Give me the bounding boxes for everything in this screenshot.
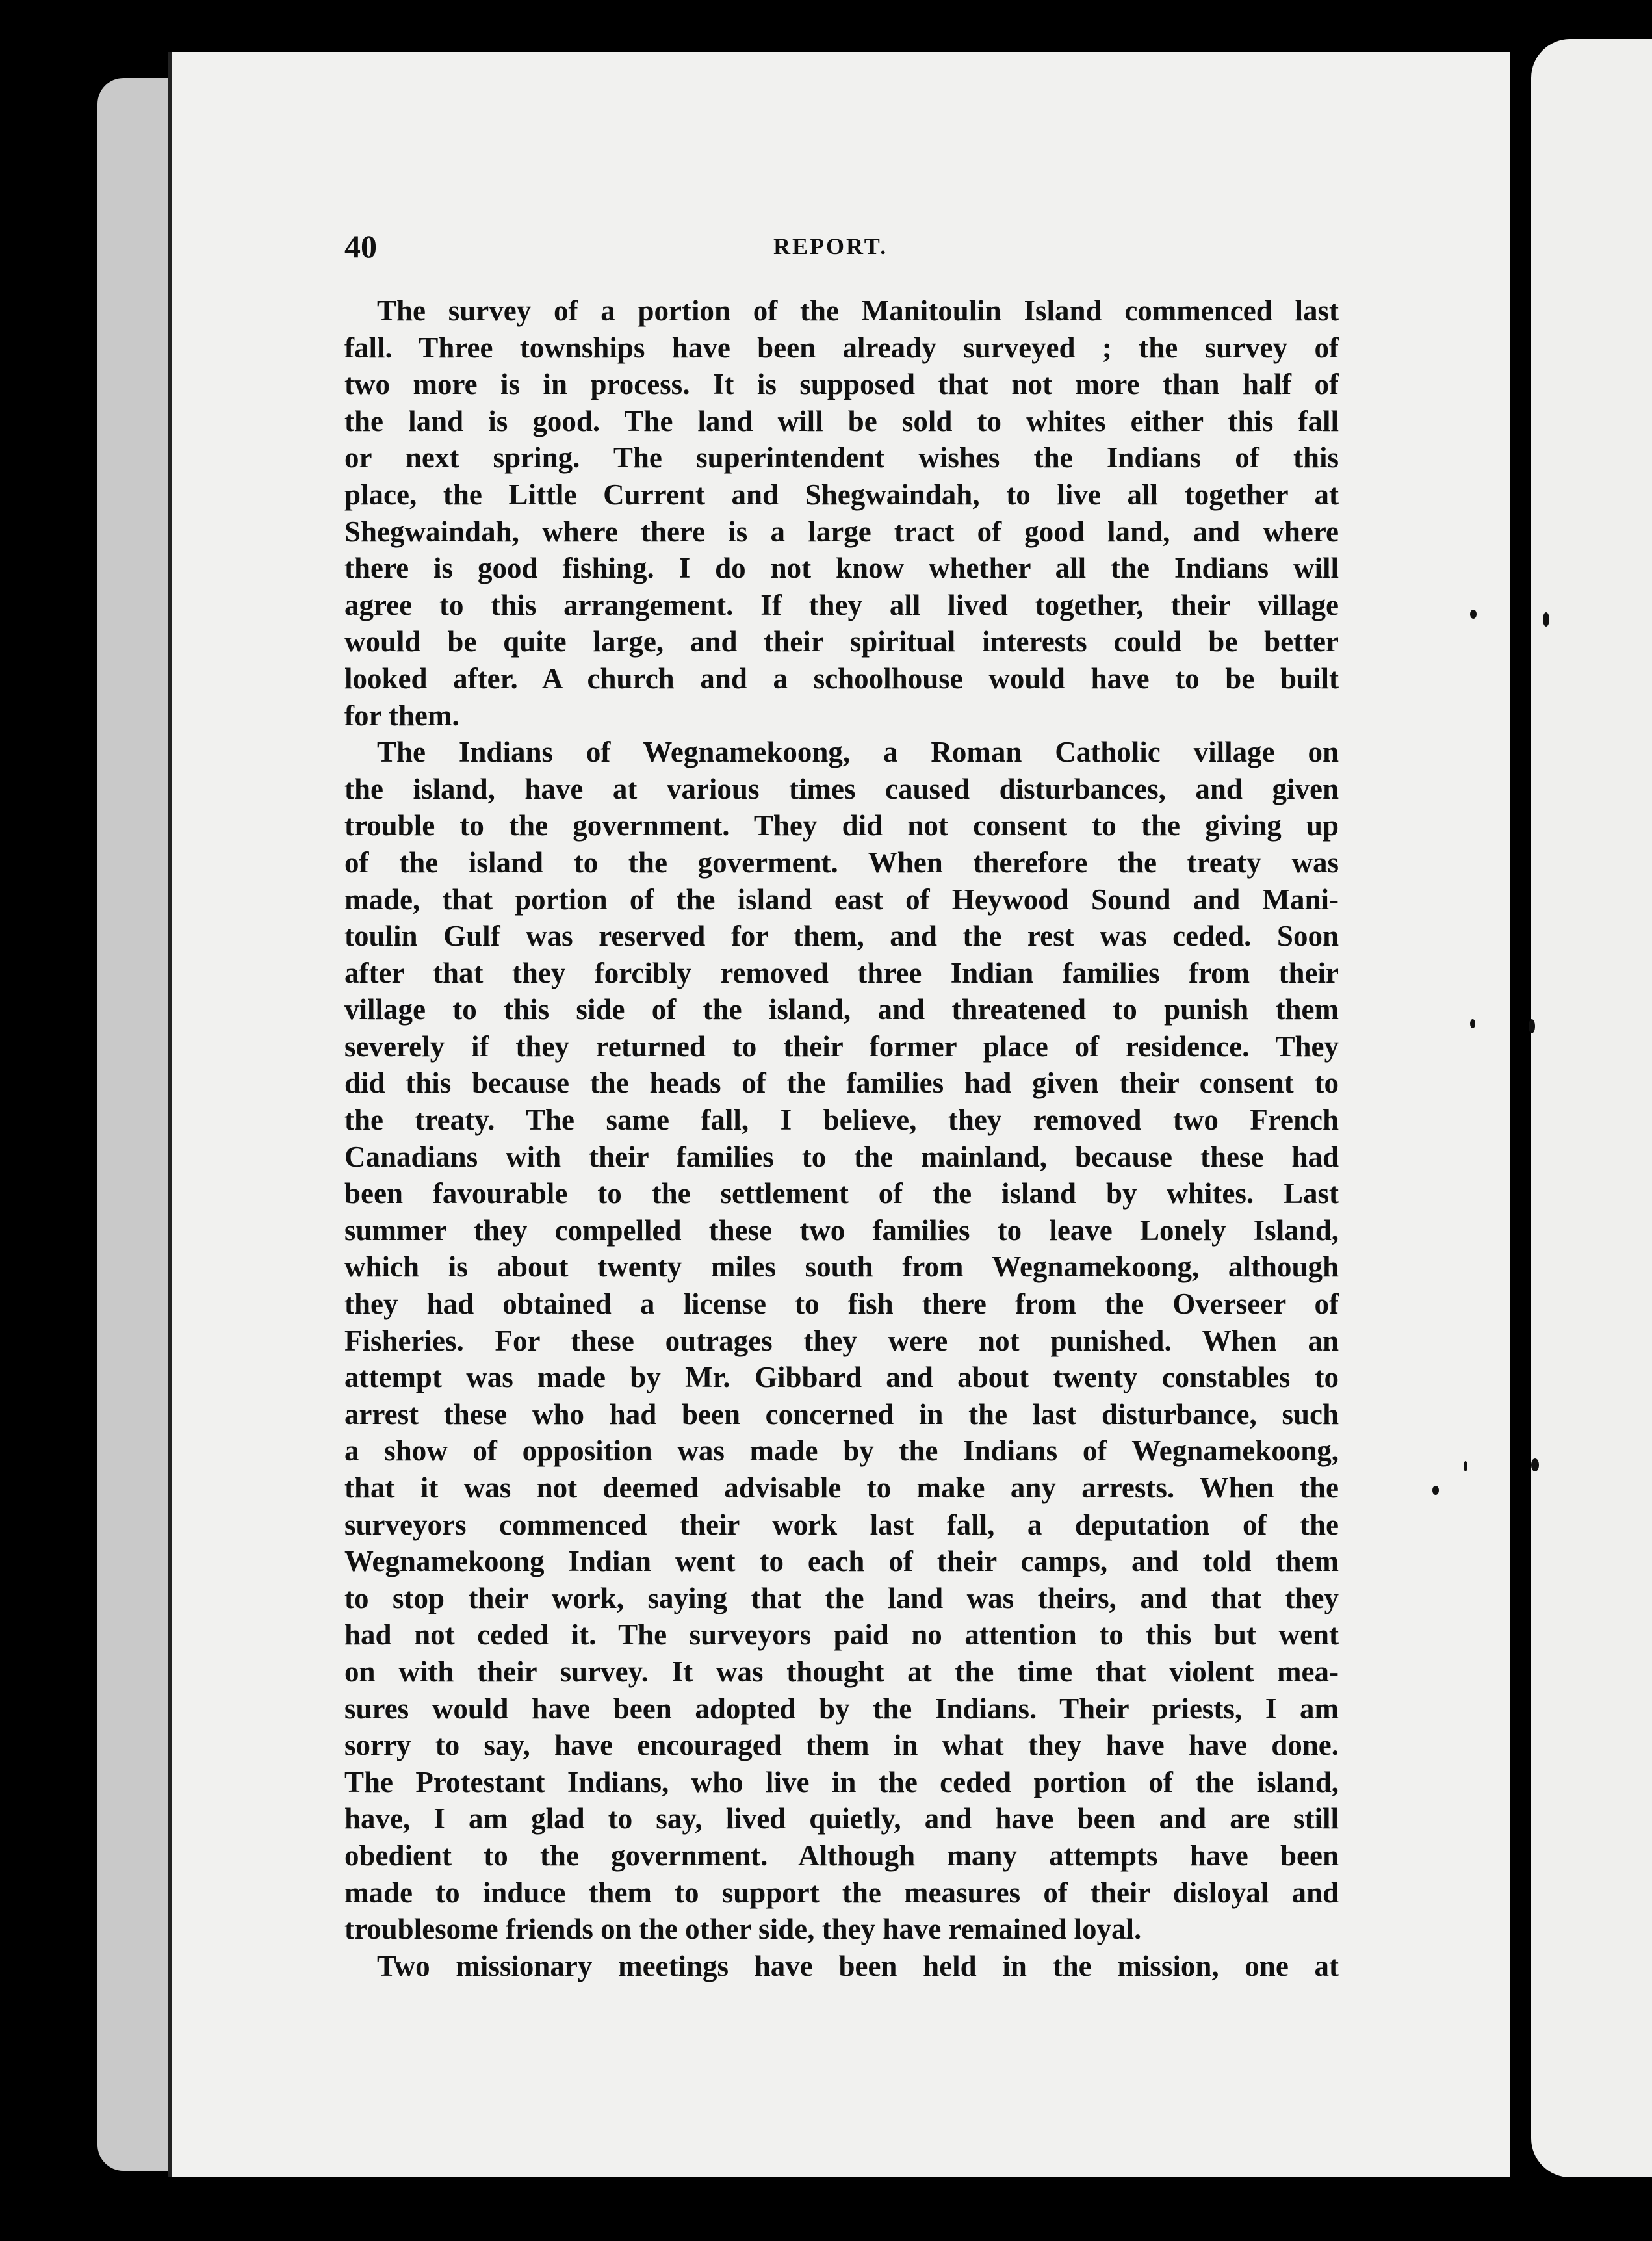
- text-line: Shegwaindah, where there is a large tract of good land, and where: [344, 515, 1339, 548]
- text-line: Wegnamekoong Indian went to each of their camps, and told them: [344, 1545, 1339, 1578]
- body-text: [344, 292, 1339, 1984]
- running-head: REPORT.: [773, 233, 888, 259]
- text-line: fall. Three townships have been already surveyed ; the survey of: [344, 331, 1339, 364]
- text-line: Fisheries. For these outrages they were not punished. When an: [344, 1324, 1339, 1357]
- text-line: on with their survey. It was thought at the time that violent mea-: [344, 1655, 1339, 1688]
- text-line: made, that portion of the island east of Heywood Sound and Mani-: [344, 883, 1339, 916]
- margin-speck: [1470, 610, 1477, 619]
- facing-page-edge: [1531, 39, 1652, 2177]
- text-line: severely if they returned to their former place of residence. They: [344, 1030, 1339, 1063]
- text-line: had not ceded it. The surveyors paid no attention to this but went: [344, 1618, 1339, 1652]
- text-line: the treaty. The same fall, I believe, they removed two French: [344, 1104, 1339, 1137]
- text-line: of the island to the goverment. When therefore the treaty was: [344, 846, 1339, 879]
- margin-speck: [1529, 1019, 1535, 1033]
- text-line: would be quite large, and their spiritual interests could be better: [344, 625, 1339, 658]
- text-line: The Protestant Indians, who live in the ceded portion of the island,: [344, 1765, 1339, 1798]
- text-line: summer they compelled these two families to leave Lonely Island,: [344, 1213, 1339, 1247]
- text-line: they had obtained a license to fish there from the Overseer of: [344, 1288, 1339, 1321]
- text-line: troublesome friends on the other side, they have remained loyal.: [344, 1913, 1142, 1946]
- text-line: sures would have been adopted by the Indians. Their priests, I am: [344, 1692, 1339, 1725]
- text-line: been favourable to the settlement of the island by whites. Last: [344, 1177, 1339, 1210]
- text-line: toulin Gulf was reserved for them, and the rest was ceded. Soon: [344, 920, 1339, 953]
- page-number: 40: [344, 228, 377, 265]
- page-header: [344, 227, 1339, 266]
- margin-speck: [1543, 612, 1549, 627]
- text-line: for them.: [344, 699, 459, 732]
- text-line: village to this side of the island, and threatened to punish them: [344, 993, 1339, 1026]
- text-line: which is about twenty miles south from Wegnamekoong, although: [344, 1250, 1339, 1284]
- text-line: the island, have at various times caused disturbances, and given: [344, 772, 1339, 805]
- text-line: Two missionary meetings have been held in the mission, one at: [377, 1949, 1339, 1982]
- text-line: or next spring. The superintendent wishes the Indians of this: [344, 441, 1339, 474]
- text-line: have, I am glad to say, lived quietly, and have been and are still: [344, 1802, 1339, 1835]
- text-line: obedient to the government. Although many attempts have been: [344, 1839, 1339, 1872]
- text-line: attempt was made by Mr. Gibbard and about twenty constables to: [344, 1361, 1339, 1394]
- text-line: surveyors commenced their work last fall, a deputation of the: [344, 1508, 1339, 1541]
- text-line: arrest these who had been concerned in the last disturbance, such: [344, 1397, 1339, 1431]
- margin-speck: [1432, 1486, 1439, 1495]
- text-line: there is good fishing. I do not know whether all the Indians will: [344, 552, 1339, 585]
- margin-speck: [1531, 1458, 1539, 1471]
- text-line: to stop their work, saying that the land was theirs, and that they: [344, 1581, 1339, 1614]
- text-line: sorry to say, have encouraged them in what they have have done.: [344, 1729, 1339, 1762]
- text-line: The Indians of Wegnamekoong, a Roman Catholic village on: [377, 736, 1339, 769]
- text-line: place, the Little Current and Shegwaindah, to live all together at: [344, 478, 1339, 511]
- text-line: Canadians with their families to the mainland, because these had: [344, 1140, 1339, 1173]
- text-line: a show of opposition was made by the Indians of Wegnamekoong,: [344, 1434, 1339, 1468]
- margin-speck: [1464, 1461, 1467, 1471]
- text-line: the land is good. The land will be sold to whites either this fall: [344, 404, 1339, 437]
- margin-speck: [1470, 1019, 1475, 1028]
- text-line: agree to this arrangement. If they all lived together, their village: [344, 588, 1339, 621]
- text-line: after that they forcibly removed three Indian families from their: [344, 956, 1339, 989]
- text-line: trouble to the government. They did not consent to the giving up: [344, 809, 1339, 842]
- text-line: that it was not deemed advisable to make any arrests. When the: [344, 1471, 1339, 1504]
- text-line: made to induce them to support the measures of their disloyal and: [344, 1876, 1339, 1909]
- text-line: The survey of a portion of the Manitoulin Island commenced last: [377, 294, 1339, 327]
- text-line: two more is in process. It is supposed that not more than half of: [344, 368, 1339, 401]
- text-line: looked after. A church and a schoolhouse would have to be built: [344, 662, 1339, 695]
- text-line: did this because the heads of the families had given their consent to: [344, 1067, 1339, 1100]
